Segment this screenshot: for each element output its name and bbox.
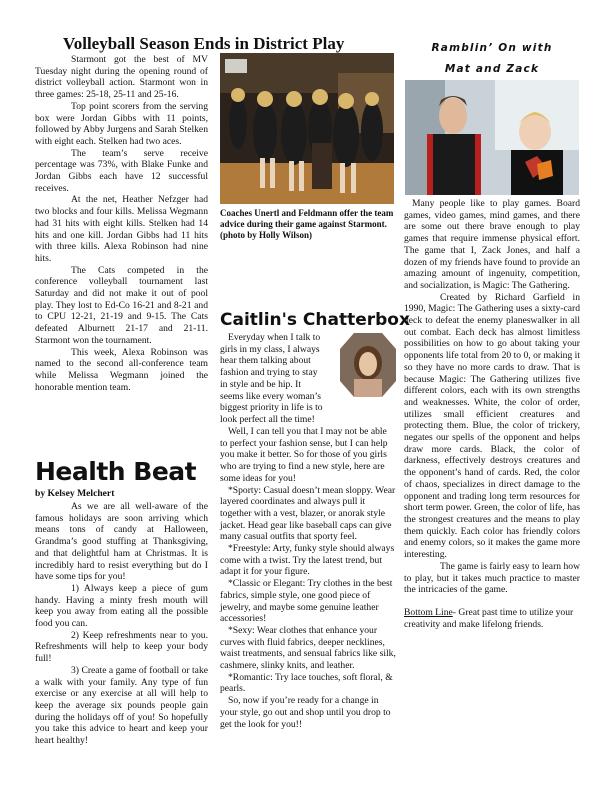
chatterbox-article [220, 426, 396, 730]
chatterbox-intro-line: seems like every woman’s [220, 390, 321, 402]
volleyball-paragraph: Top point scorers from the serving box were Jordan Gibbs with 11 points, followed by Abby Jurgens and Sarah Stelken with eight each. Stelken had two aces. [35, 100, 208, 147]
chatterbox-paragraph: *Sexy: Wear clothes that enhance your curves with fluid fabrics, deeper necklines, waist treatments, and sensual fabrics like silk, cashmere, slinky knits, and leather. [220, 624, 396, 672]
ramblin-title-line: Mat and Zack [444, 63, 540, 75]
health-paragraph: As we are all well-aware of the famous holidays are soon arriving which means tons of candy at Halloween, Grandma’s good stuffing at Thanksgiving, and that delightful ham at Christmas. It is incredibly hard to resist everything but do I have some tips for you! [35, 501, 208, 583]
volleyball-headline: Volleyball Season Ends in District Play [63, 34, 345, 53]
chatterbox-paragraph: *Romantic: Try lace touches, soft floral, & pearls. [220, 671, 393, 695]
volleyball-paragraph: Starmont got the best of MV Tuesday night during the opening round of district volleyball action. Starmont won in three games: 25-18, 25-11 and 25-16. [35, 54, 208, 101]
chatterbox-paragraph: *Classic or Elegant: Try clothes in the best fabrics, simple style, one good piece of jewelry, and maybe some genuine leather accessories! [220, 578, 393, 625]
volleyball-team-photo [220, 53, 394, 204]
ramblin-title-line: Ramblin’ On with [431, 42, 553, 54]
chatterbox-paragraph: So, now if you’re ready for a change in your style, go out and shop until you drop to get the look for you!! [220, 695, 391, 730]
health-paragraph: 1) Always keep a piece of gum handy. Having a minty fresh mouth will keep you away from eating all the possible food you can. [35, 582, 208, 630]
ramblin-paragraph: Many people like to play games. Board games, video games, mind games, and there are some out there brave enough to play games that require immense physical effort. The game that I, Zack Jones, and half a dozen of my friends have found to provide an amazing amount of ingenuity, competition, and socialization, is Magic: The Gathering. [404, 198, 580, 291]
volleyball-paragraph: The team’s serve receive percentage was 73%, with Blake Funke and Jordan Gibbs each have 12 successful receives. [35, 147, 208, 194]
volleyball-paragraph: This week, Alexa Robinson was named to the second all-conference team while Melissa Wegmann joined the honorable mention team. [35, 346, 208, 393]
ramblin-article [404, 198, 580, 630]
health-beat-title: Health Beat [35, 457, 197, 486]
caitlin-portrait-image [340, 333, 396, 397]
health-byline: by Kelsey Melchert [35, 488, 115, 499]
chatterbox-intro-line: Everyday when I talk to [228, 332, 321, 343]
chatterbox-intro [220, 332, 338, 426]
health-paragraph: 3) Create a game of football or take a walk with your family. Any type of fun exercise or any exercise at all will help to keep the average six pounds people gain during the holidays off of you! So hopefully you take this advice to heart and keep your heart healthy! [35, 664, 208, 747]
health-paragraph: 2) Keep refreshments near to you. Refreshments will help to keep your body full! [35, 629, 208, 665]
bottom-line [404, 607, 580, 630]
volleyball-photo-image [220, 53, 394, 204]
chatterbox-intro-line: in style and be hip. It [220, 378, 301, 390]
chatterbox-intro-line: girls in my class, I always [220, 343, 320, 355]
ramblin-title [404, 38, 580, 80]
volleyball-article [35, 54, 208, 393]
chatterbox-title: Caitlin's Chatterbox [220, 310, 410, 330]
volleyball-paragraph: At the net, Heather Nefzger had two blocks and four kills. Melissa Wegmann had 31 hits with eight kills. Stelken had 14 hits and one kill. Jordan Gibbs had 11 hits with three kills. Alexa Robinson had nine hits. [35, 194, 208, 264]
chatterbox-intro-line: fashion and trying to stay [220, 367, 318, 379]
bottom-line-text: - Great past time to utilize your creativity and make lifelong friends. [404, 606, 574, 630]
volleyball-paragraph: The Cats competed in the conference volleyball tournament last Saturday and did not make it out of pool play. They lost to Ed-Co 16-21 and 8-21 and to CPU 12-21, 21-19 and 9-15. The Cats defeated Alburnett 21-17 and 21-11. Starmont won the tournament. [35, 264, 208, 346]
mat-zack-image [405, 80, 579, 195]
bottom-line-label: Bottom Line [404, 606, 453, 618]
chatterbox-paragraph: Well, I can tell you that I may not be able to perfect your fashion sense, but I can help you make it better. So for those of you girls who are trying to find a new style, here are some ideas for you! [220, 426, 388, 484]
caitlin-photo [340, 333, 396, 397]
photo-caption: Coaches Unertl and Feldmann offer the team advice during their game against Starmont. (photo by Holly Wilson) [220, 208, 394, 240]
chatterbox-paragraph: *Sporty: Casual doesn’t mean sloppy. Wear layered coordinates and always pull it together with a vest, blazer, or anorak style jacket. Head gear like baseball caps can give many casual outfits that sporty feel. [220, 484, 396, 543]
chatterbox-intro-line: biggest priority in life is to [220, 402, 323, 414]
ramblin-paragraph: The game is fairly easy to learn how to play, but it takes much practice to master the intricacies of the game. [404, 560, 580, 596]
chatterbox-paragraph: *Freestyle: Arty, funky style should always come with a twist. Try the latest trend, but adapt it for your figure. [220, 543, 395, 578]
mat-and-zack-photo [405, 80, 579, 195]
chatterbox-intro-line: hear them talking about [220, 355, 311, 367]
ramblin-paragraph: Created by Richard Garfield in 1990, Magic: The Gathering uses a sixty-card deck to defeat the enemy planeswalker in all out combat. Each deck has almost limitless possibilities on how to go about taking your opponents life total from 20 to 0, or making it so they have no more cards to draw. That is because Magic: The Gathering utilizes five different colors, each with its own strengths and weaknesses. White, the color of order, utilizes small efficient creatures and protecting them. Blue, the color of trickery, negates our spells of the opponent and helps draw more cards. Black, the color of darkness, effectively destroys creatures and the opponent’s hand of cards. Red, the color of chaos, specializes in direct damage to the opponent and trading long term resources for short term power. Green, the color of life, has the strongest creatures and the means to play them quickly. Each color has friendly colors and enemy colors, so it makes the game more interesting. [404, 291, 580, 561]
health-article [35, 501, 208, 747]
chatterbox-intro-line: look perfect all the time! [220, 413, 315, 425]
